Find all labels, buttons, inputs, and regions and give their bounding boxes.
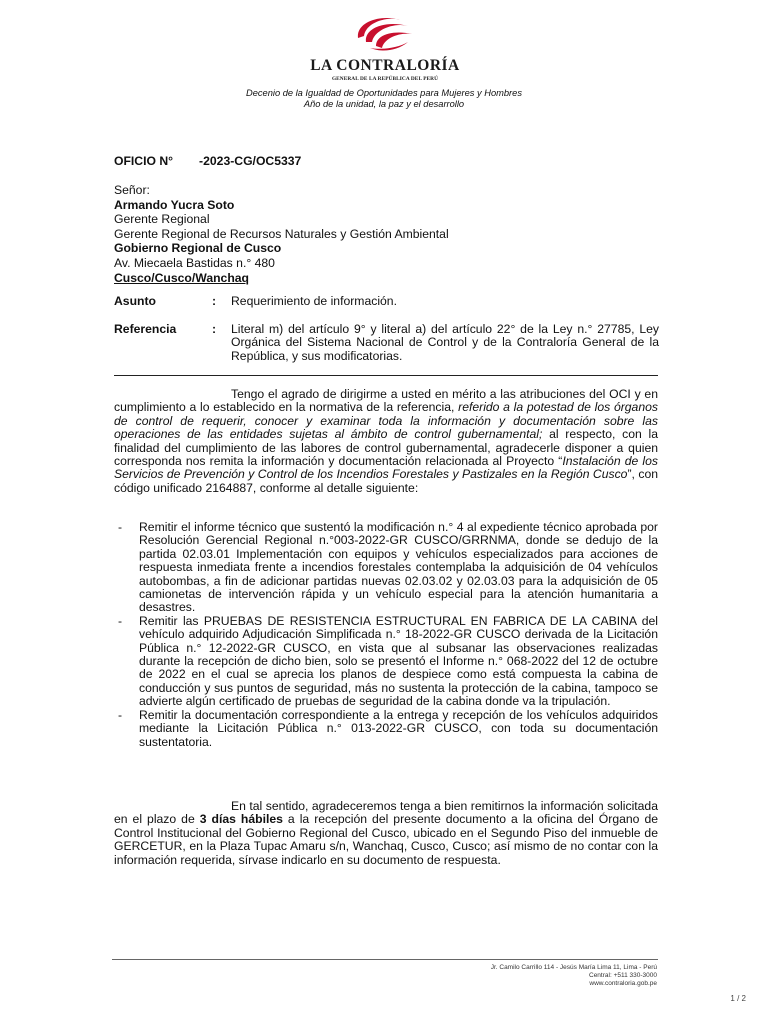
contraloria-emblem-icon [350, 12, 420, 54]
footer-address: Jr. Camilo Carrillo 114 - Jesús María Lima 11, Lima - Perú [490, 964, 657, 971]
footer-contact [400, 964, 657, 989]
subject-value: Requerimiento de información. [231, 294, 397, 308]
body-paragraph-1 [114, 388, 658, 495]
footer-website: www.contraloria.gob.pe [589, 980, 657, 988]
section-divider [114, 375, 658, 376]
list-item [114, 521, 658, 615]
subject-label: Asunto [114, 294, 156, 308]
bullet-dash: - [118, 613, 123, 628]
page-number: 1 / 2 [730, 994, 746, 1003]
p2-text-a: En tal sentido, agradeceremos tenga a bien remitirnos la información solicitada en el plazo de [114, 799, 658, 827]
referencia-colon: : [212, 322, 217, 336]
p1-text-e: ”, con código unificado 2164887, conforme al detalle siguiente: [114, 467, 658, 495]
p1-text-c: al respecto, con la finalidad del cumplimiento de las labores de control gubernamental, agradecerle disponer a quien corresponda nos remita la información y documentación relacionada al Proyecto “ [114, 427, 658, 469]
addressee-name: Armando Yucra Soto [114, 197, 235, 212]
body-paragraph-2 [114, 800, 658, 867]
p1-text-b: referido a la potestad de los órganos de control de requerir, conocer y examinar toda la información y documentación sobre las operaciones de las entidades sujetas al ámbito de control gubernamental; [114, 400, 658, 442]
decade-line-1: Decenio de la Igualdad de Oportunidades para Mujeres y Hombres [246, 88, 522, 98]
p1-project-name: Instalación de los Servicios de Prevención y Control de los Incendios Forestales y Pastizales en la Región Cusco [114, 454, 658, 482]
oficio-number: -2023-CG/OC5337 [199, 154, 302, 168]
list-item-text: Remitir las PRUEBAS DE RESISTENCIA ESTRUCTURAL EN FABRICA DE LA CABINA del vehículo adquirido Adjudicación Simplificada n.° 18-2022-GR CUSCO derivada de la Licitación Pública n.° 12-2022-GR CUSCO, en vista que al subsanar las observaciones realizadas durante la recepción de dicho bien, solo se presentó el Informe n.° 068-2022 del 12 de octubre de 2022 en el cual se aprecia los planos de despiece como está compuesta la cabina de conducción y sus puntos de seguridad, más no sustenta la protección de la cabina, tampoco se advierte algún certificado de pruebas de seguridad de la cabina donde va la tripulación. [139, 613, 658, 709]
subject-colon: : [212, 294, 217, 308]
addressee-city: Cusco/Cusco/Wanchaq [114, 270, 249, 285]
list-item-text: Remitir el informe técnico que sustentó la modificación n.° 4 al expediente técnico aprobada por Resolución Gerencial Regional n.°003-2022-GR CUSCO/GRRNMA, donde se dedujo de la partida 02.03.01 Implementación con equipos y vehículos especializados para acciones de respuesta inmediata frente a incendios forestales contemplaba la adquisición de 04 vehículos autobombas, a fin de adicionar partidas nuevas 02.03.02 y 02.03.03 para la adquisición de 05 camionetas de intervención rápida y un vehículo especial para la atención humanitaria a desastres. [139, 520, 658, 615]
list-item [114, 615, 658, 709]
bullet-dash: - [118, 707, 123, 722]
footer-phone: Central: +511 330-3000 [589, 972, 657, 980]
p2-text-c: a la recepción del presente documento a la oficina del Órgano de Control Institucional del Gobierno Regional del Cusco, ubicado en el Segundo Piso del inmueble de GERCETUR, en la Plaza Tupac Amaru s/n, Wanchaq, Cusco, Cusco; así mismo de no contar con la información requerida, sírvase indicarlo en su documento de respuesta. [114, 812, 659, 867]
footer-divider [112, 959, 658, 960]
logo-wordmark: LA CONTRALORÍA [310, 57, 460, 74]
decade-line-2: Año de la unidad, la paz y el desarrollo [303, 99, 465, 109]
salutation: Señor: [114, 183, 150, 197]
addressee-department: Gerente Regional de Recursos Naturales y Gestión Ambiental [114, 226, 449, 241]
p1-text-a: Tengo el agrado de dirigirme a usted en mérito a las atribuciones del OCI y en cumplimiento a lo establecido en la normativa de la referencia, [114, 387, 658, 415]
oficio-label: OFICIO N° [114, 154, 174, 168]
list-item-text: Remitir la documentación correspondiente a la entrega y recepción de los vehículos adquiridos mediante la Licitación Pública n.° 013-2022-GR CUSCO, con toda su documentación sustentatoria. [139, 707, 658, 749]
addressee-address: Av. Miecaela Bastidas n.° 480 [114, 255, 275, 270]
referencia-value: Literal m) del artículo 9° y literal a) del artículo 22° de la Ley n.° 27785, Ley Orgánica del Sistema Nacional de Control y de la Contraloría General de la República, y sus modificatorias. [231, 322, 659, 363]
requirements-list [114, 521, 658, 749]
bullet-dash: - [118, 520, 123, 534]
addressee-title: Gerente Regional [114, 212, 210, 227]
p2-deadline: 3 días hábiles [199, 812, 283, 827]
contraloria-logo [300, 12, 470, 82]
logo-subtitle: GENERAL DE LA REPÚBLICA DEL PERÚ [331, 76, 439, 82]
referencia-label: Referencia [114, 322, 177, 336]
addressee-block [114, 183, 449, 285]
decade-header [150, 88, 618, 110]
addressee-organization: Gobierno Regional de Cusco [114, 241, 282, 256]
list-item [114, 709, 658, 749]
oficio-reference [114, 154, 301, 168]
